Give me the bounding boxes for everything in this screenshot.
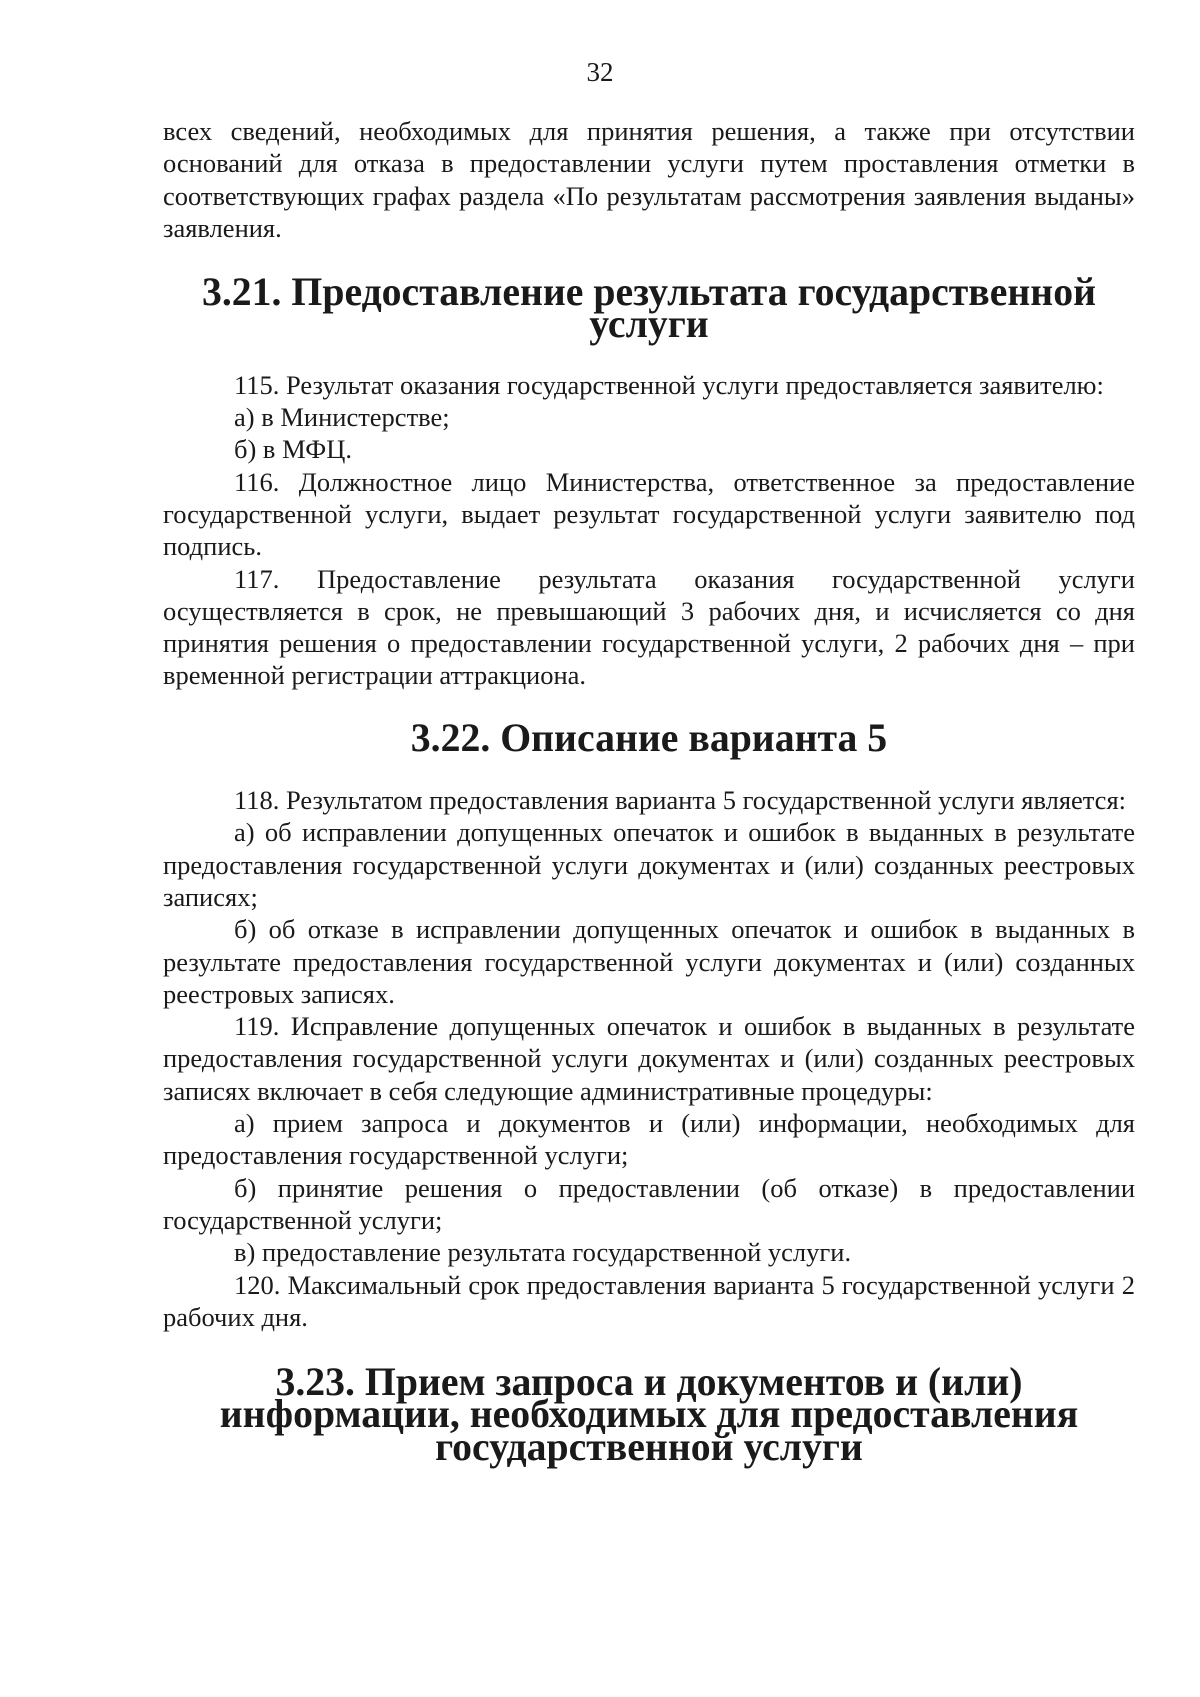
section-heading-3-22: 3.22. Описание варианта 5 — [410, 715, 888, 760]
list-item-v: в) предоставление результата государственной услуги. — [234, 1237, 852, 1268]
section-heading-3-21: 3.21. Предоставление результата государственной услуги — [201, 270, 1096, 347]
continuation-paragraph: всех сведений, необходимых для принятия решения, а также при отсутствии оснований для отказа в предоставлении услуги путем проставления отметки в соответствующих графах раздела «По результатам рассмотрения заявления выданы» заявления. — [163, 116, 1135, 243]
paragraph-118: 118. Результатом предоставления варианта 5 государственной услуги является: — [234, 785, 1126, 816]
paragraph-117: 117. Предоставление результата оказания государственной услуги осуществляется в срок, не превышающий 3 рабочих дня, и исчисляется со дня принятия решения о предоставлении государственной услуги, 2 рабочих дня – при временной регистрации аттракциона. — [163, 563, 1135, 691]
list-item-b: б) принятие решения о предоставлении (об отказе) в предоставлении государственной услуги; — [163, 1172, 1135, 1235]
page-number: 32 — [586, 57, 614, 87]
paragraph-120: 120. Максимальный срок предоставления варианта 5 государственной услуги 2 рабочих дня. — [163, 1269, 1135, 1332]
list-item-b: б) об отказе в исправлении допущенных опечаток и ошибок в выданных в результате предоставления государственной услуги документах и (или) созданных реестровых записях. — [163, 914, 1135, 1009]
paragraph-116: 116. Должностное лицо Министерства, ответственное за предоставление государственной услуги, выдает результат государственной услуги заявителю под подпись. — [163, 466, 1135, 562]
paragraph-115: 115. Результат оказания государственной услуги предоставляется заявителю: — [234, 369, 1104, 400]
list-item-a: а) прием запроса и документов и (или) информации, необходимых для предоставления государственной услуги; — [163, 1108, 1135, 1171]
section-heading-3-23: 3.23. Прием запроса и документов и (или) информации, необходимых для предоставления государственной услуги — [219, 1360, 1079, 1469]
paragraph-119: 119. Исправление допущенных опечаток и ошибок в выданных в результате предоставления государственной услуги документах и (или) созданных реестровых записях включает в себя следующие административные процедуры: — [163, 1011, 1135, 1106]
list-item-a: а) об исправлении допущенных опечаток и ошибок в выданных в результате предоставления государственной услуги документах и (или) созданных реестровых записях; — [163, 817, 1135, 912]
list-item-a: а) в Министерстве; — [234, 402, 450, 433]
list-item-b: б) в МФЦ. — [234, 434, 352, 465]
document-body — [163, 115, 1135, 1469]
